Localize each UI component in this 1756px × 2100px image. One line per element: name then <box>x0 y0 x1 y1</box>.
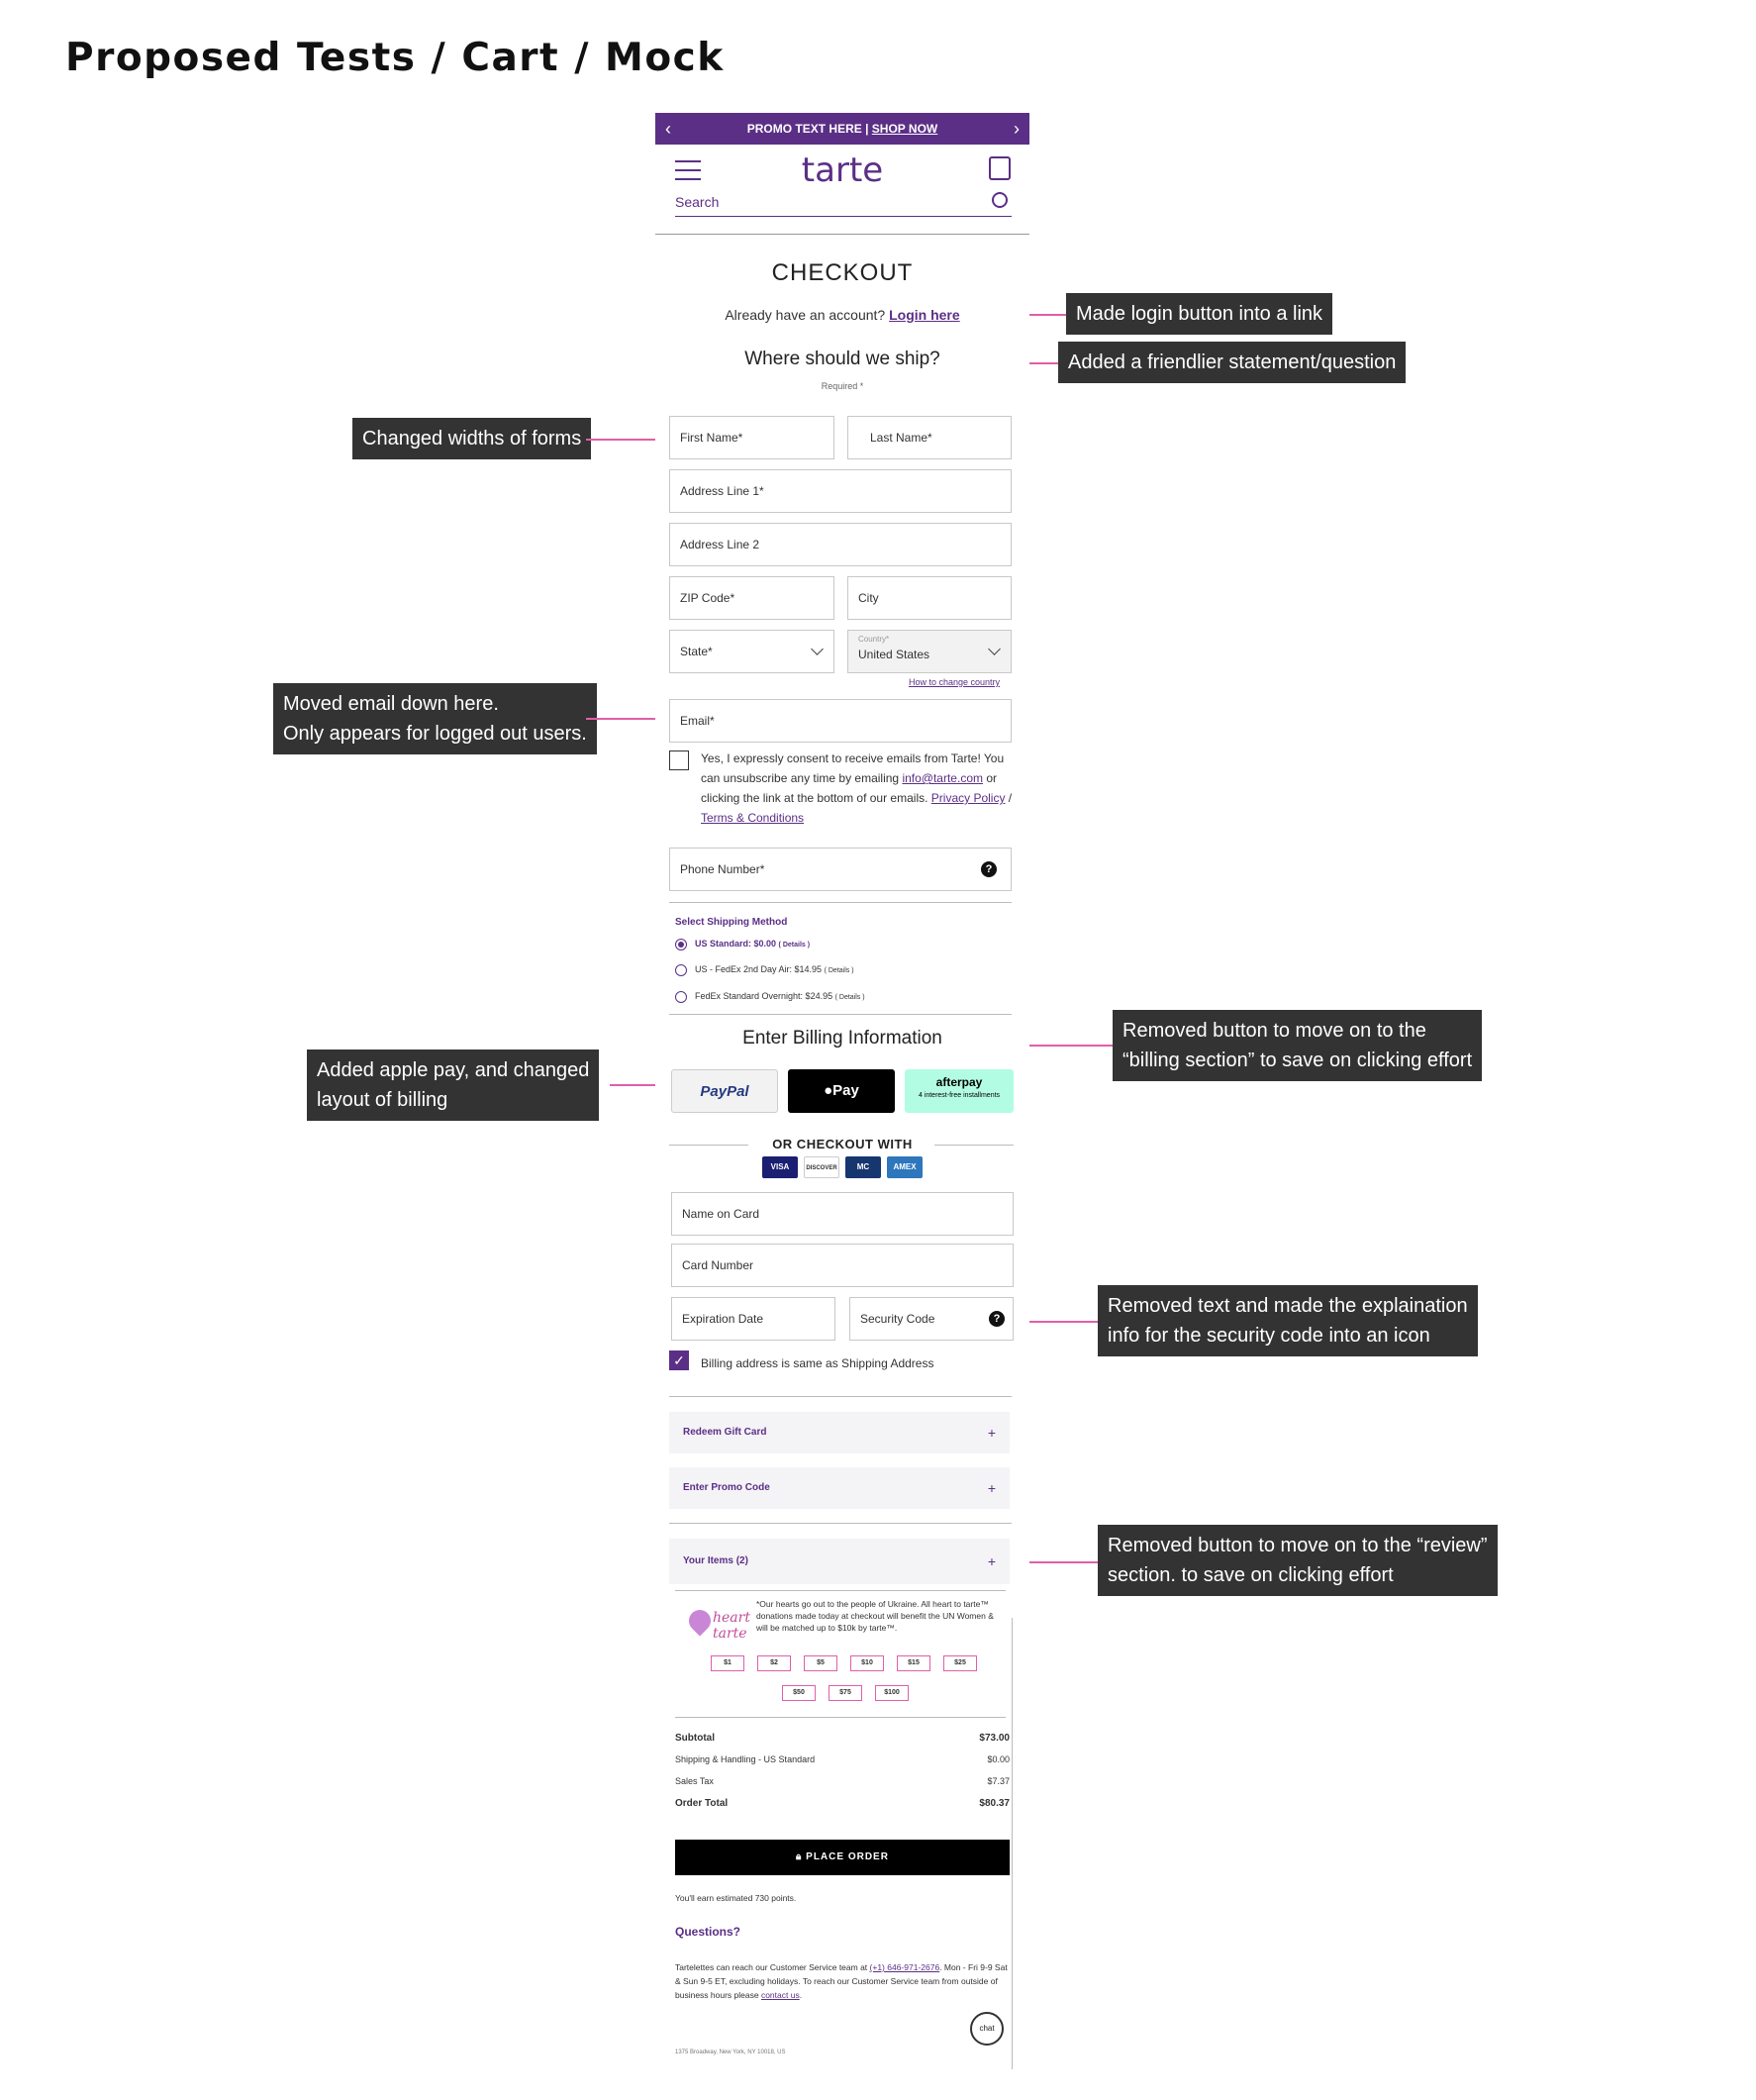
mastercard-icon: MC <box>845 1156 881 1178</box>
zip-field[interactable]: ZIP Code* <box>669 576 834 620</box>
donate-15-button[interactable]: $15 <box>897 1655 930 1671</box>
donate-10-button[interactable]: $10 <box>850 1655 884 1671</box>
divider <box>934 1145 1014 1146</box>
search-input[interactable]: Search <box>675 194 720 210</box>
chevron-right-icon[interactable]: › <box>1014 119 1020 139</box>
chevron-left-icon[interactable]: ‹ <box>665 119 671 139</box>
radio-fedex-2day[interactable] <box>675 964 687 976</box>
subtotal-row: Subtotal $73.00 <box>675 1733 1010 1744</box>
email-consent-checkbox[interactable] <box>669 750 689 770</box>
donate-100-button[interactable]: $100 <box>875 1685 909 1701</box>
card-number-field[interactable]: Card Number <box>671 1244 1014 1287</box>
lock-icon: 🔒︎ <box>796 1851 807 1862</box>
checkout-title: CHECKOUT <box>771 259 914 286</box>
or-checkout-label: OR CHECKOUT WITH <box>772 1137 913 1151</box>
address-text: 1375 Broadway, New York, NY 10018, US <box>675 2050 786 2055</box>
divider <box>669 1523 1012 1524</box>
terms-link[interactable]: Terms & Conditions <box>701 811 805 825</box>
note-billing-button-removed: Removed button to move on to the “billing section” to save on clicking effort <box>1113 1010 1482 1081</box>
page-title: Proposed Tests / Cart / Mock <box>65 36 725 80</box>
note-form-widths: Changed widths of forms <box>352 418 591 459</box>
tax-row: Sales Tax $7.37 <box>675 1776 1010 1786</box>
shipping-option-label: US - FedEx 2nd Day Air: $14.95 ( Details ) <box>695 964 854 974</box>
promo-bar <box>655 113 1029 145</box>
contact-us-link[interactable]: contact us <box>760 1990 800 2000</box>
divider <box>669 902 1012 903</box>
state-select[interactable]: State* <box>669 630 834 673</box>
billing-title: Enter Billing Information <box>742 1028 942 1049</box>
tarte-logo[interactable]: tarte <box>801 150 884 190</box>
afterpay-button[interactable]: afterpay 4 interest-free installments <box>905 1069 1014 1113</box>
phone-link[interactable]: (+1) 646-971-2676 <box>869 1962 940 1972</box>
promo-text: PROMO TEXT HERE | <box>746 122 872 136</box>
promo-code-accordion[interactable]: Enter Promo Code + <box>669 1467 1010 1509</box>
divider <box>1012 1618 1013 2069</box>
donate-5-button[interactable]: $5 <box>804 1655 837 1671</box>
note-apple-pay: Added apple pay, and changed layout of billing <box>307 1050 599 1121</box>
checkout-mock <box>655 113 1029 2074</box>
country-value: United States <box>858 648 930 661</box>
address-line-2-field[interactable]: Address Line 2 <box>669 523 1012 566</box>
apple-pay-button[interactable]: ●Pay <box>788 1069 895 1113</box>
chat-button[interactable]: chat <box>970 2012 1004 2046</box>
email-link[interactable]: info@tarte.com <box>902 771 983 785</box>
address-line-1-field[interactable]: Address Line 1* <box>669 469 1012 513</box>
chevron-down-icon <box>988 643 1001 655</box>
donate-1-button[interactable]: $1 <box>711 1655 744 1671</box>
visa-icon: VISA <box>762 1156 798 1178</box>
shipping-row: Shipping & Handling - US Standard $0.00 <box>675 1754 1010 1764</box>
plus-icon: + <box>987 1553 996 1569</box>
donation-text: *Our hearts go out to the people of Ukraine. All heart to tarte™ donations made today at checkout will benefit the UN Women & will be matched up to $10k by tarte™. <box>756 1599 994 1633</box>
donate-50-button[interactable]: $50 <box>782 1685 816 1701</box>
connector-line <box>1024 1045 1113 1047</box>
divider <box>655 234 1029 235</box>
apple-icon: ● <box>824 1082 833 1099</box>
shipping-option-label: FedEx Standard Overnight: $24.95 ( Details ) <box>695 991 865 1001</box>
phone-field[interactable]: Phone Number* ? <box>669 848 1012 891</box>
help-icon[interactable]: ? <box>989 1311 1005 1327</box>
divider <box>675 1717 1006 1718</box>
note-security-icon: Removed text and made the explaination info for the security code into an icon <box>1098 1285 1478 1356</box>
discover-icon: DISCOVER <box>804 1156 839 1178</box>
connector-line <box>586 439 665 441</box>
service-text: Tartelettes can reach our Customer Service team at (+1) 646-971-2676. Mon - Fri 9-9 Sat & Sun 9-5 ET, excluding holidays. To reach our Customer Service team from outside of business hours please contact us. <box>675 1962 1008 2000</box>
bag-icon[interactable] <box>989 156 1011 180</box>
first-name-field[interactable]: First Name* <box>669 416 834 459</box>
change-country-link[interactable]: How to change country <box>909 677 1001 687</box>
country-select[interactable] <box>847 630 1012 673</box>
help-icon[interactable]: ? <box>981 861 997 877</box>
plus-icon: + <box>987 1425 996 1441</box>
amex-icon: AMEX <box>887 1156 923 1178</box>
billing-same-checkbox[interactable]: ✓ <box>669 1350 689 1370</box>
order-total-row: Order Total $80.37 <box>675 1798 1010 1809</box>
note-email-moved: Moved email down here. Only appears for logged out users. <box>273 683 597 754</box>
shop-now-link[interactable]: SHOP NOW <box>871 122 938 136</box>
email-field[interactable]: Email* <box>669 699 1012 743</box>
expiration-field[interactable]: Expiration Date <box>671 1297 835 1341</box>
shipping-method-title: Select Shipping Method <box>675 917 788 928</box>
billing-same-label: Billing address is same as Shipping Address <box>701 1356 934 1370</box>
your-items-accordion[interactable]: Your Items (2) + <box>669 1539 1010 1584</box>
radio-us-standard[interactable] <box>675 939 687 950</box>
last-name-field[interactable]: Last Name* <box>847 416 1012 459</box>
login-link[interactable]: Login here <box>889 307 960 323</box>
security-code-field[interactable]: Security Code ? <box>849 1297 1014 1341</box>
divider <box>669 1396 1012 1397</box>
points-text: You'll earn estimated 730 points. <box>675 1893 797 1903</box>
consent-text: Yes, I expressly consent to receive emails from Tarte! You can unsubscribe any time by emailing info@tarte.com or clicking the link at the bottom of our emails. Privacy Policy / Terms & Conditions <box>701 751 1013 825</box>
donate-25-button[interactable]: $25 <box>943 1655 977 1671</box>
plus-icon: + <box>987 1480 996 1496</box>
country-label: Country* <box>858 635 890 644</box>
name-on-card-field[interactable]: Name on Card <box>671 1192 1014 1236</box>
questions-heading: Questions? <box>675 1925 741 1939</box>
connector-line <box>586 718 665 720</box>
chevron-down-icon <box>811 643 824 655</box>
search-icon[interactable] <box>992 192 1008 208</box>
required-note: Required * <box>821 381 864 391</box>
radio-fedex-overnight[interactable] <box>675 991 687 1003</box>
ship-question: Where should we ship? <box>744 349 940 369</box>
donate-2-button[interactable]: $2 <box>757 1655 791 1671</box>
heart-tarte-logo: heart tarte <box>689 1602 748 1642</box>
privacy-link[interactable]: Privacy Policy <box>930 791 1006 805</box>
note-friendlier-question: Added a friendlier statement/question <box>1058 342 1406 383</box>
divider <box>669 1014 1012 1015</box>
divider <box>675 1590 1006 1591</box>
donate-75-button[interactable]: $75 <box>829 1685 862 1701</box>
account-prompt: Already have an account? Login here <box>725 307 960 323</box>
place-order-button[interactable]: 🔒︎ PLACE ORDER <box>675 1840 1010 1875</box>
city-field[interactable]: City <box>847 576 1012 620</box>
note-review-button-removed: Removed button to move on to the “review” section. to save on clicking effort <box>1098 1525 1498 1596</box>
paypal-button[interactable]: PayPal <box>671 1069 778 1113</box>
shipping-option-label: US Standard: $0.00 ( Details ) <box>695 939 811 949</box>
search-underline <box>675 216 1012 217</box>
redeem-gift-card-accordion[interactable]: Redeem Gift Card + <box>669 1412 1010 1453</box>
note-login-link: Made login button into a link <box>1066 293 1332 335</box>
